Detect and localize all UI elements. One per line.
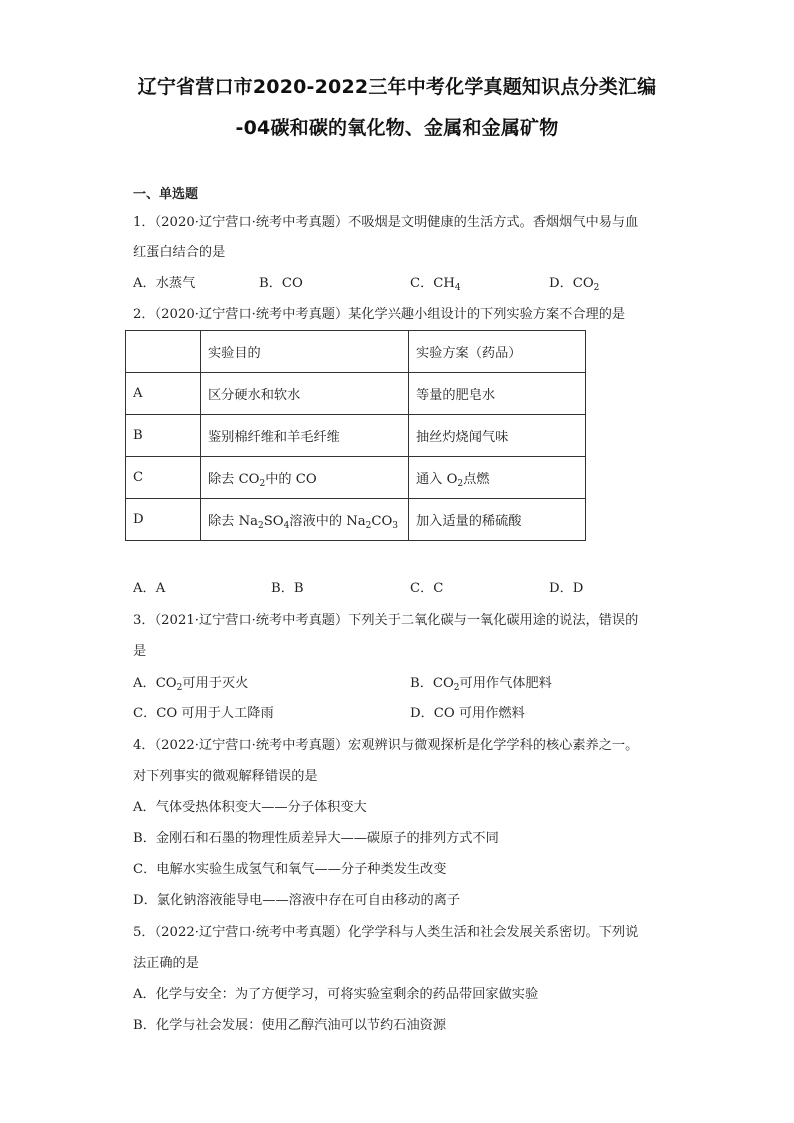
section-heading: 一、单选题	[133, 187, 199, 202]
table-cell-purpose: 除去 $Na_2SO_4$溶液中的 $Na_2CO_3$	[201, 499, 409, 541]
table-header-cell: 实验方案（药品）	[409, 331, 586, 373]
question-3-option-c: C．CO 可用于人工降雨	[133, 706, 274, 721]
question-1-option-d: D．$CO_2$	[549, 276, 600, 293]
question-5-stem-line-1: 5．（2022·辽宁营口·统考中考真题）化学学科与人类生活和社会发展关系密切。下列说	[133, 925, 639, 940]
table-cell-key: C	[126, 457, 201, 499]
table-cell-purpose: 鉴别棉纤维和羊毛纤维	[201, 415, 409, 457]
question-1-option-a: A．水蒸气	[133, 276, 196, 291]
table-cell-key: B	[126, 415, 201, 457]
table-row	[126, 415, 586, 457]
question-1-option-c: C．$CH_4$	[410, 276, 461, 293]
question-4-option-b: B．金刚石和石墨的物理性质差异大——碳原子的排列方式不同	[133, 831, 499, 846]
question-4-stem-line-1: 4．（2022·辽宁营口·统考中考真题）宏观辨识与微观探析是化学学科的核心素养之一。	[133, 738, 639, 753]
question-5-option-b: B．化学与社会发展：使用乙醇汽油可以节约石油资源	[133, 1018, 447, 1033]
table-cell-purpose: 除去 $CO_2$中的 CO	[201, 457, 409, 499]
question-1-stem-line-1: 1．（2020·辽宁营口·统考中考真题）不吸烟是文明健康的生活方式。香烟烟气中易与血	[133, 215, 639, 230]
document-title-line-2: -04碳和碳的氧化物、金属和金属矿物	[235, 117, 559, 139]
question-3-option-a: A．$CO_2$可用于灭火	[133, 676, 249, 693]
question-2-option-c: C．C	[410, 581, 444, 596]
question-1-stem-line-2: 红蛋白结合的是	[133, 245, 226, 260]
table-header-cell: 实验目的	[201, 331, 409, 373]
question-2-option-d: D．D	[549, 581, 584, 596]
question-1-option-b: B．CO	[259, 276, 303, 291]
table-cell-key: A	[126, 373, 201, 415]
table-row	[126, 373, 586, 415]
question-2-option-a: A．A	[133, 581, 166, 596]
question-4-option-a: A．气体受热体积变大——分子体积变大	[133, 800, 367, 815]
question-3-option-b: B．$CO_2$可用作气体肥料	[410, 676, 552, 693]
table-row	[126, 457, 586, 499]
table-cell-key: D	[126, 499, 201, 541]
question-2-option-b: B．B	[271, 581, 304, 596]
table-header-row	[126, 331, 586, 373]
question-5-option-a: A．化学与安全：为了方便学习，可将实验室剩余的药品带回家做实验	[133, 987, 539, 1002]
table-cell-purpose: 区分硬水和软水	[201, 373, 409, 415]
experiment-table	[125, 330, 586, 541]
table-cell-plan: 通入 $O_2$点燃	[409, 457, 586, 499]
question-4-option-c: C．电解水实验生成氢气和氧气——分子种类发生改变	[133, 862, 447, 877]
question-4-stem-line-2: 对下列事实的微观解释错误的是	[133, 769, 318, 784]
question-3-stem-line-1: 3．（2021·辽宁营口·统考中考真题）下列关于二氧化碳与一氧化碳用途的说法，错误的	[133, 613, 639, 628]
question-2-stem: 2．（2020·辽宁营口·统考中考真题）某化学兴趣小组设计的下列实验方案不合理的是	[133, 307, 626, 322]
document-title-line-1: 辽宁省营口市2020-2022三年中考化学真题知识点分类汇编	[137, 76, 657, 98]
question-3-option-d: D．CO 可用作燃料	[410, 706, 525, 721]
table-cell-plan: 抽丝灼烧闻气味	[409, 415, 586, 457]
table-header-cell	[126, 331, 201, 373]
question-4-option-d: D．氯化钠溶液能导电——溶液中存在可自由移动的离子	[133, 893, 461, 908]
question-5-stem-line-2: 法正确的是	[133, 956, 199, 971]
table-cell-plan: 加入适量的稀硫酸	[409, 499, 586, 541]
table-row	[126, 499, 586, 541]
question-3-stem-line-2: 是	[133, 644, 147, 659]
table-cell-plan: 等量的肥皂水	[409, 373, 586, 415]
